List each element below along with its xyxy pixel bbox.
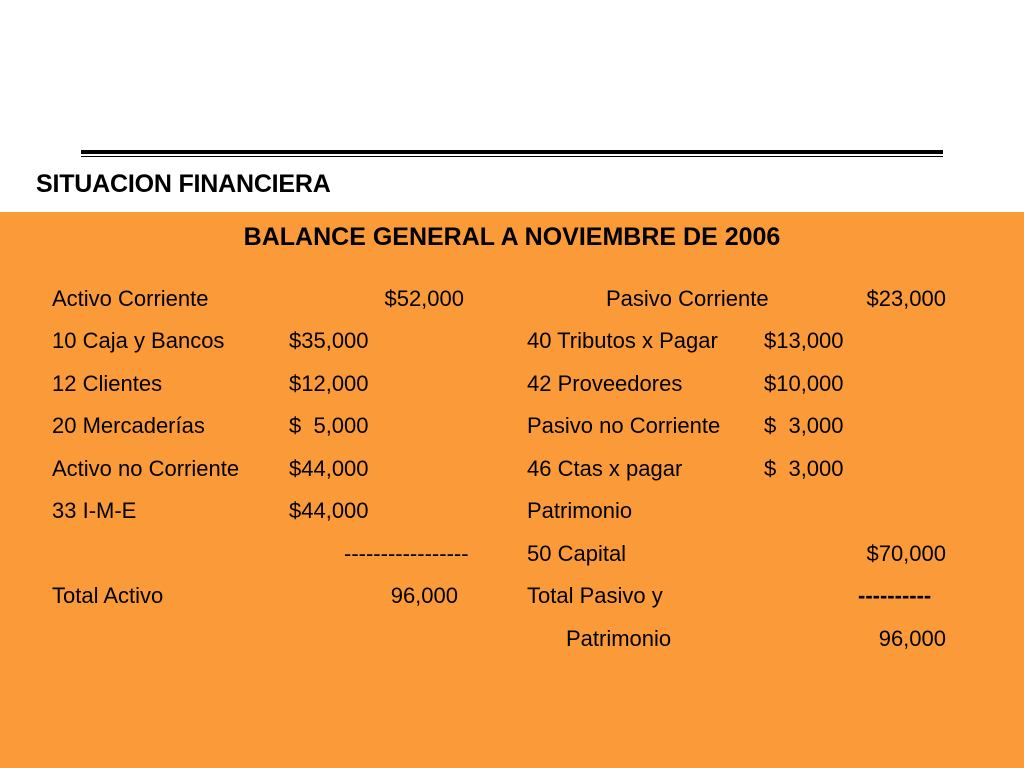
assets-noncurrent-label: Activo no Corriente [52,456,240,481]
asset-item-value: $35,000 [289,328,369,353]
liability-item-label: 40 Tributos x Pagar [527,328,718,353]
assets-current-total: $52,000 [384,286,464,311]
asset-item-value: $ 5,000 [289,413,369,438]
liabilities-separator: ---------- [858,583,932,608]
asset-item-label: 10 Caja y Bancos [52,328,225,353]
liability-item-value: $10,000 [764,371,844,396]
assets-total-value: 96,000 [390,583,458,608]
equity-item-label: 50 Capital [527,541,627,566]
liability-noncurrent-item-label: 46 Ctas x pagar [527,456,683,481]
asset-item-label: 20 Mercaderías [52,413,205,438]
header-rule-thick [81,150,943,154]
liabilities-total-value: 96,000 [878,626,946,651]
assets-current-label: Activo Corriente [52,286,209,311]
liabilities-noncurrent-total: $ 3,000 [764,413,844,438]
assets-separator: ----------------- [344,541,469,566]
liability-item-label: 42 Proveedores [527,371,683,396]
asset-item-label: 12 Clientes [52,371,163,396]
assets-noncurrent-total: $44,000 [289,456,369,481]
asset-noncurrent-item-label: 33 I-M-E [52,498,137,523]
assets-total-label: Total Activo [52,583,164,608]
liabilities-current-label: Pasivo Corriente [606,286,769,311]
asset-item-value: $12,000 [289,371,369,396]
equity-item-value: $70,000 [866,541,946,566]
balance-title: BALANCE GENERAL A NOVIEMBRE DE 2006 [243,223,781,251]
liabilities-total-label-line2: Patrimonio [566,626,672,651]
liabilities-noncurrent-label: Pasivo no Corriente [527,413,721,438]
liability-noncurrent-item-value: $ 3,000 [764,456,844,481]
liabilities-total-label-line1: Total Pasivo y [527,583,663,608]
liability-item-value: $13,000 [764,328,844,353]
liabilities-current-total: $23,000 [866,286,946,311]
equity-label: Patrimonio [527,498,633,523]
asset-noncurrent-item-value: $44,000 [289,498,369,523]
header-rule-thin [81,156,943,157]
slide-title: SITUACION FINANCIERA [36,170,331,198]
